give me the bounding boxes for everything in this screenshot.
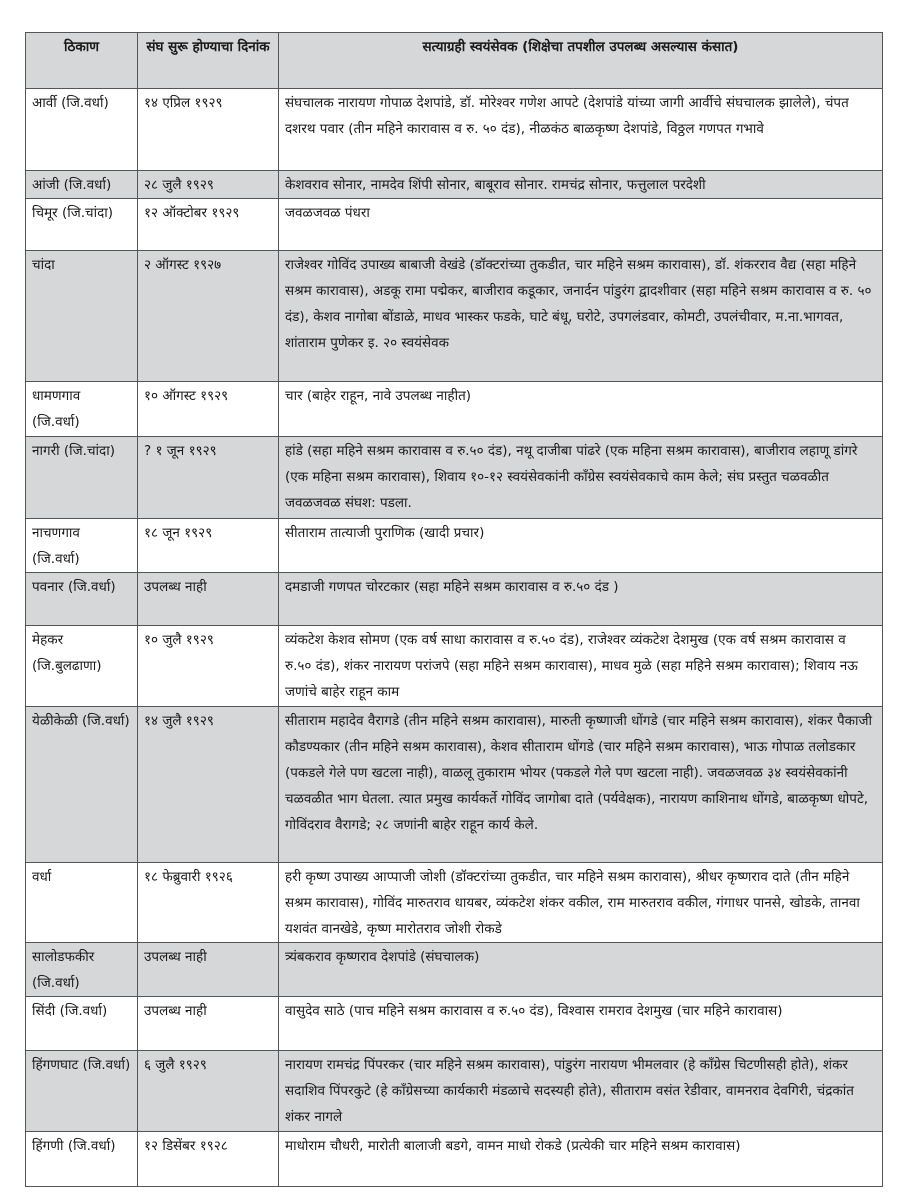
cell-place: आर्वी (जि.वर्धा) bbox=[26, 89, 138, 171]
cell-date: ६ जुलै १९२९ bbox=[138, 1051, 279, 1132]
cell-place: आंजी (जि.वर्धा) bbox=[26, 171, 138, 199]
table-row bbox=[26, 251, 883, 382]
table-row bbox=[26, 997, 883, 1051]
cell-date: उपलब्ध नाही bbox=[138, 573, 279, 626]
table-row bbox=[26, 519, 883, 573]
cell-place: नागरी (जि.चांदा) bbox=[26, 437, 138, 519]
cell-volunteers: व्यंकटेश केशव सोमण (एक वर्ष साधा कारावास व रु.५० दंड), राजेश्वर व्यंकटेश देशमुख (एक वर्ष सश्रम कारावास व रु.५० दंड), शंकर नारायण परांजपे (सहा महिने सश्रम कारावास), माधव मुळे (सहा महिने सश्रम कारावास); शिवाय नऊ जणांचे बाहेर राहून काम bbox=[279, 626, 883, 707]
cell-place: चांदा bbox=[26, 251, 138, 382]
table-row bbox=[26, 707, 883, 863]
cell-date: १० ऑगस्ट १९२९ bbox=[138, 382, 279, 437]
cell-volunteers: माधोराम चौधरी, मारोती बालाजी बडगे, वामन माधो रोकडे (प्रत्येकी चार महिने सश्रम कारावास) bbox=[279, 1132, 883, 1187]
table-row bbox=[26, 1051, 883, 1132]
header-date: संघ सुरू होण्याचा दिनांक bbox=[138, 33, 279, 89]
table-row bbox=[26, 382, 883, 437]
cell-volunteers: त्र्यंबकराव कृष्णराव देशपांडे (संघचालक) bbox=[279, 943, 883, 997]
cell-date: ? १ जून १९२९ bbox=[138, 437, 279, 519]
table-row bbox=[26, 1132, 883, 1187]
cell-place: सालोडफकीर (जि.वर्धा) bbox=[26, 943, 138, 997]
cell-date: १२ डिसेंबर १९२८ bbox=[138, 1132, 279, 1187]
cell-place: पवनार (जि.वर्धा) bbox=[26, 573, 138, 626]
table-header-row bbox=[26, 33, 883, 89]
cell-date: २ ऑगस्ट १९२७ bbox=[138, 251, 279, 382]
cell-place: नाचणगाव (जि.वर्धा) bbox=[26, 519, 138, 573]
cell-place: येळीकेळी (जि.वर्धा) bbox=[26, 707, 138, 863]
cell-place: चिमूर (जि.चांदा) bbox=[26, 199, 138, 251]
cell-volunteers: वासुदेव साठे (पाच महिने सश्रम कारावास व रु.५० दंड), विश्वास रामराव देशमुख (चार महिने कारावास) bbox=[279, 997, 883, 1051]
cell-volunteers: नारायण रामचंद्र पिंपरकर (चार महिने सश्रम कारावास), पांडुरंग नारायण भीमलवार (हे काँग्रेस चिटणीसही होते), शंकर सदाशिव पिंपरकुटे (हे काँग्रेसच्या कार्यकारी मंडळाचे सदस्यही होते), सीताराम वसंत रेडीवार, वामनराव देवगिरी, चंद्रकांत शंकर नागले bbox=[279, 1051, 883, 1132]
cell-date: उपलब्ध नाही bbox=[138, 997, 279, 1051]
cell-date: १० जुलै १९२९ bbox=[138, 626, 279, 707]
cell-date: १४ जुलै १९२९ bbox=[138, 707, 279, 863]
cell-volunteers: चार (बाहेर राहून, नावे उपलब्ध नाहीत) bbox=[279, 382, 883, 437]
cell-place: हिंगणघाट (जि.वर्धा) bbox=[26, 1051, 138, 1132]
cell-volunteers: संघचालक नारायण गोपाळ देशपांडे, डॉ. मोरेश्वर गणेश आपटे (देशपांडे यांच्या जागी आर्वीचे संघचालक झालेले), चंपत दशरथ पवार (तीन महिने कारावास व रु. ५० दंड), नीळकंठ बाळकृष्ण देशपांडे, विठ्ठल गणपत गभावे bbox=[279, 89, 883, 171]
table-row bbox=[26, 171, 883, 199]
cell-date: १८ जून १९२९ bbox=[138, 519, 279, 573]
cell-volunteers: हांडे (सहा महिने सश्रम कारावास व रु.५० दंड), नथू दाजीबा पांढरे (एक महिना सश्रम कारावास), बाजीराव लहाणू डांगरे (एक महिना सश्रम कारावास), शिवाय १०-१२ स्वयंसेवकांनी काँग्रेस स्वयंसेवकाचे काम केले; संघ प्रस्तुत चळवळीत जवळजवळ संघश: पडला. bbox=[279, 437, 883, 519]
cell-place: हिंगणी (जि.वर्धा) bbox=[26, 1132, 138, 1187]
cell-volunteers: केशवराव सोनार, नामदेव शिंपी सोनार, बाबूराव सोनार. रामचंद्र सोनार, फत्तुलाल परदेशी bbox=[279, 171, 883, 199]
cell-place: वर्धा bbox=[26, 863, 138, 943]
cell-volunteers: सीताराम महादेव वैरागडे (तीन महिने सश्रम कारावास), मारुती कृष्णाजी धोंगडे (चार महिने सश्रम कारावास), शंकर पैकाजी कौडण्यकार (तीन महिने सश्रम कारावास), केशव सीताराम धोंगडे (चार महिने सश्रम कारावास), भाऊ गोपाळ तलोडकार (पकडले गेले पण खटला नाही), वाळलू तुकाराम भोयर (पकडले गेले पण खटला नाही). जवळजवळ ३४ स्वयंसेवकांनी चळवळीत भाग घेतला. त्यात प्रमुख कार्यकर्ते गोविंद जागोबा दाते (पर्यवेक्षक), नारायण काशिनाथ धोंगडे, बाळकृष्ण धोपटे, गोविंदराव वैरागडे; २८ जणांनी बाहेर राहून कार्य केले. bbox=[279, 707, 883, 863]
cell-date: १२ ऑक्टोबर १९२९ bbox=[138, 199, 279, 251]
cell-volunteers: जवळजवळ पंधरा bbox=[279, 199, 883, 251]
table-row bbox=[26, 199, 883, 251]
table-row bbox=[26, 573, 883, 626]
table-row bbox=[26, 89, 883, 171]
cell-place: धामणगाव (जि.वर्धा) bbox=[26, 382, 138, 437]
cell-date: १८ फेब्रुवारी १९२६ bbox=[138, 863, 279, 943]
cell-volunteers: सीताराम तात्याजी पुराणिक (खादी प्रचार) bbox=[279, 519, 883, 573]
table-row bbox=[26, 863, 883, 943]
cell-volunteers: राजेश्वर गोविंद उपाख्य बाबाजी वेखंडे (डॉक्टरांच्या तुकडीत, चार महिने सश्रम कारावास), डॉ. शंकरराव वैद्य (सहा महिने सश्रम कारावास), अडकू रामा पद्मेकर, बाजीराव कडूकार, जनार्दन पांडुरंग द्वादशीवार (सहा महिने सश्रम कारावास व रु. ५० दंड), केशव नागोबा बोंडाळे, माधव भास्कर फडके, घाटे बंधू, घरोटे, उपगलंडवार, कोमटी, उपलंचीवार, म.ना.भागवत, शांताराम पुणेकर इ. २० स्वयंसेवक bbox=[279, 251, 883, 382]
table-row bbox=[26, 437, 883, 519]
cell-date: उपलब्ध नाही bbox=[138, 943, 279, 997]
satyagrahi-table bbox=[25, 32, 883, 1187]
table-row bbox=[26, 626, 883, 707]
header-place: ठिकाण bbox=[26, 33, 138, 89]
cell-volunteers: हरी कृष्ण उपाख्य आप्पाजी जोशी (डॉक्टरांच्या तुकडीत, चार महिने सश्रम कारावास), श्रीधर कृष्णराव दाते (तीन महिने सश्रम कारावास), गोविंद मारुतराव धायबर, व्यंकटेश शंकर वकील, राम मारुतराव वकील, गंगाधर पानसे, खोडके, तानवा यशवंत वानखेडे, कृष्ण मारोतराव जोशी रोकडे bbox=[279, 863, 883, 943]
cell-volunteers: दमडाजी गणपत चोरटकार (सहा महिने सश्रम कारावास व रु.५० दंड ) bbox=[279, 573, 883, 626]
cell-date: २८ जुलै १९२९ bbox=[138, 171, 279, 199]
header-volunteers: सत्याग्रही स्वयंसेवक (शिक्षेचा तपशील उपलब्ध असल्यास कंसात) bbox=[279, 33, 883, 89]
cell-date: १४ एप्रिल १९२९ bbox=[138, 89, 279, 171]
cell-place: सिंदी (जि.वर्धा) bbox=[26, 997, 138, 1051]
cell-place: मेहकर (जि.बुलढाणा) bbox=[26, 626, 138, 707]
table-row bbox=[26, 943, 883, 997]
